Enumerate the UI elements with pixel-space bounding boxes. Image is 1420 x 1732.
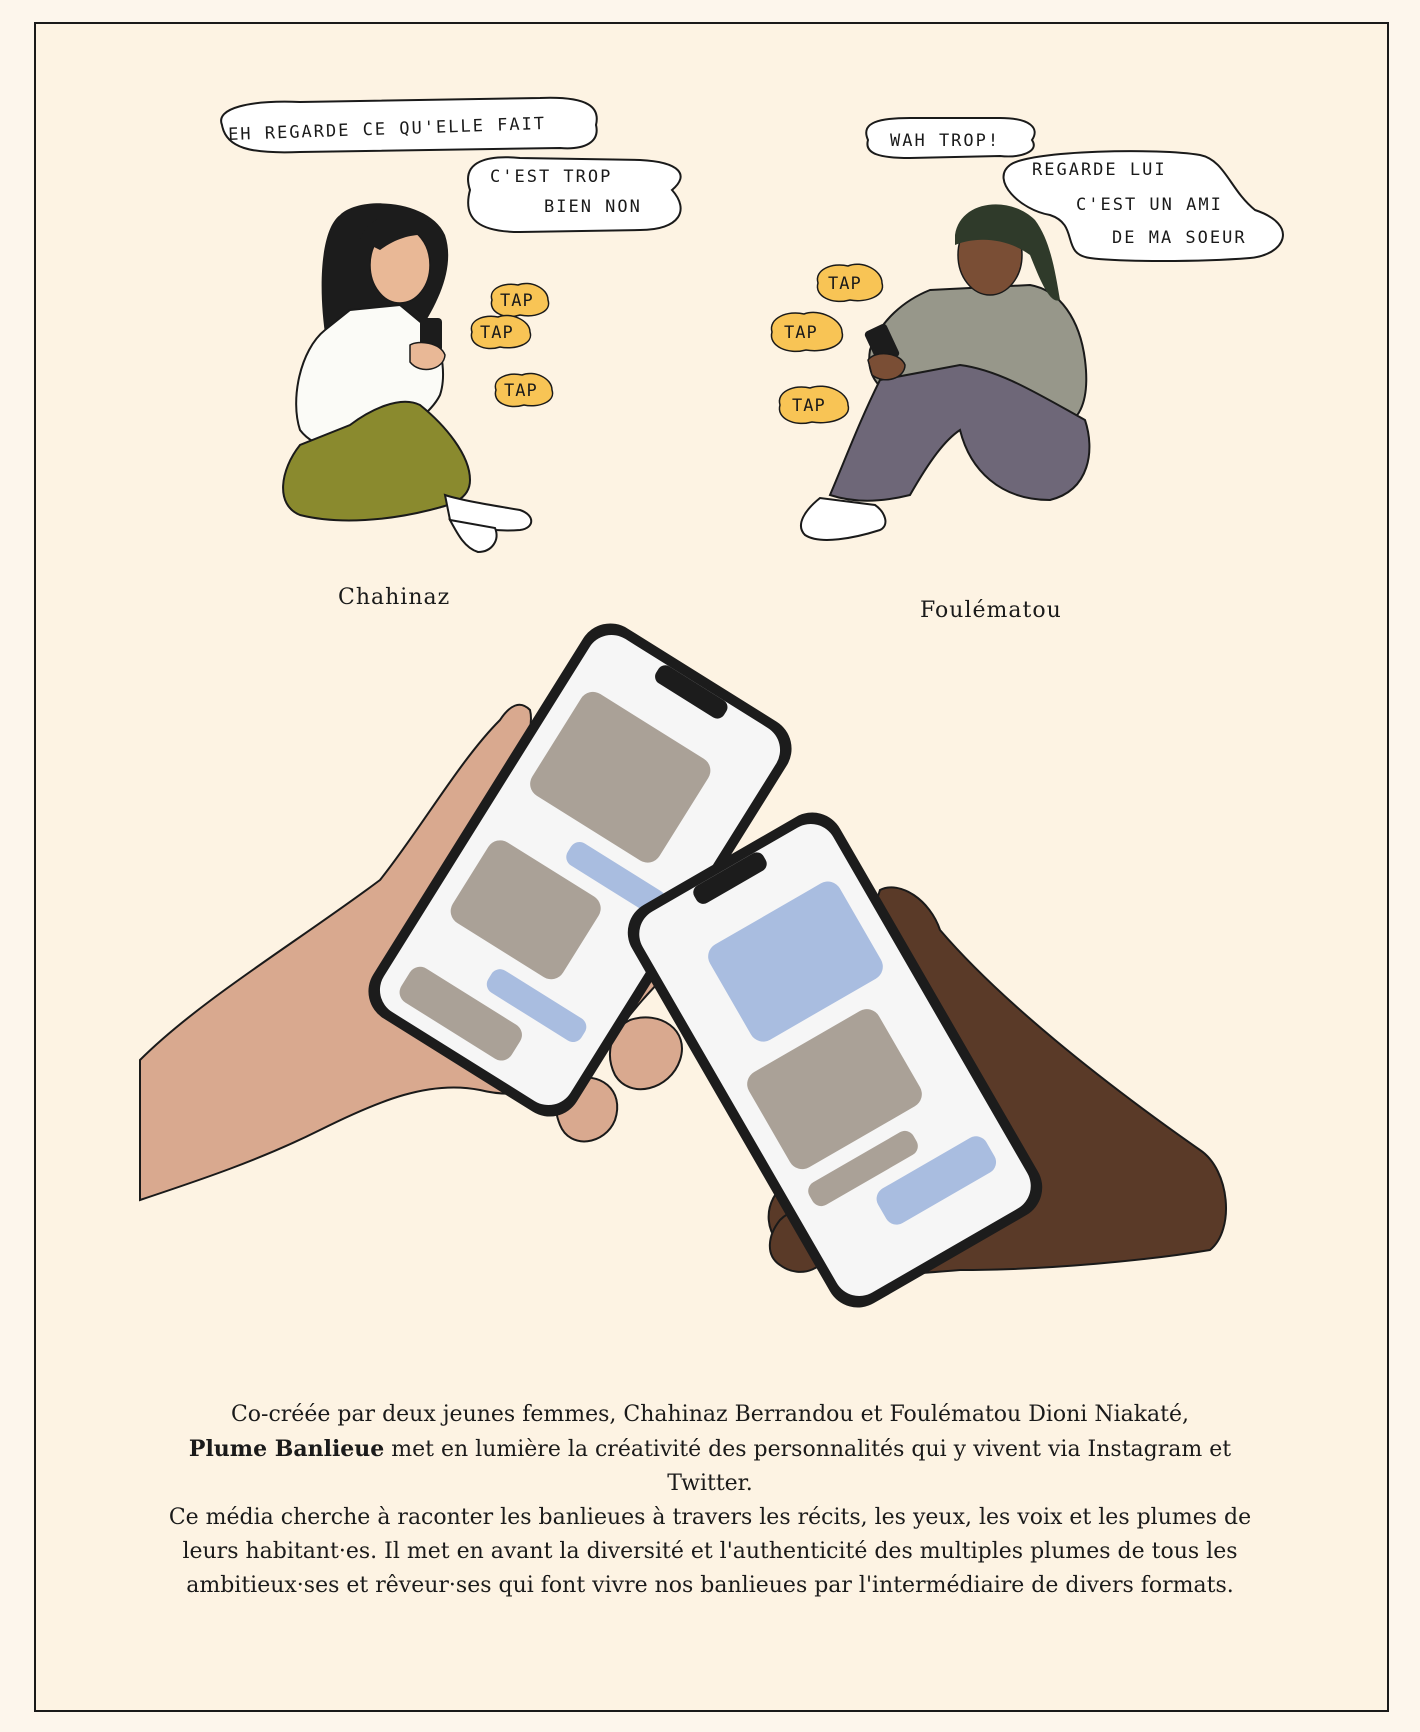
character-chahinaz [283,203,531,552]
tap-label: TAP [784,323,818,343]
tap-bubble [817,264,882,301]
tap-bubbles-left [471,283,552,406]
name-label-chahinaz: Chahinaz [338,585,451,610]
bubble-right-2-line1: REGARDE LUI [1032,160,1167,180]
tap-bubble [771,312,842,351]
tap-label: TAP [828,274,862,294]
tap-label: TAP [480,323,514,343]
bubble-left-1-text: EH REGARDE CE QU'ELLE FAIT [227,113,547,145]
bubble-right-2-line2: C'EST UN AMI [1076,195,1223,215]
tap-label: TAP [792,396,826,416]
caption [160,1398,1260,1603]
tap-label: TAP [500,291,534,311]
tap-bubble [495,373,552,406]
character-foulematou [801,204,1089,540]
caption-line-2: met en lumière la créativité des personnalités qui y vivent via Instagram et Twitter. [384,1437,1232,1496]
speech-bubble-right-1 [866,118,1034,158]
bubble-left-2-line1: C'EST TROP [490,167,613,187]
caption-line-1: Co-créée par deux jeunes femmes, Chahinaz Berrandou et Foulématou Dioni Niakaté, [230,1402,1190,1427]
speech-bubble-left-2 [468,157,681,232]
tap-bubble [779,386,848,423]
caption-paragraph-2: Ce média cherche à raconter les banlieues à travers les récits, les yeux, les voix et les plumes de leurs habitant·es. Il met en avant la diversité et l'authenticité des multiples plumes de tous les ambitieux·ses et rêveur·ses qui font vivre nos banlieues par l'intermédiaire de divers formats. [168,1505,1252,1598]
caption-brand-name: Plume Banlieue [188,1436,385,1462]
bubble-right-2-line3: DE MA SOEUR [1112,228,1247,248]
bubble-right-1-text: WAH TROP! [890,131,1001,151]
speech-bubble-left-1 [221,98,597,153]
name-label-foulematou: Foulématou [920,598,1062,623]
bubble-left-2-line2: BIEN NON [544,197,642,217]
tap-bubble [471,315,530,348]
caption-paragraph-1 [160,1398,1260,1501]
tap-label: TAP [504,381,538,401]
tap-bubble [491,283,548,316]
tap-bubbles-right [771,264,882,423]
